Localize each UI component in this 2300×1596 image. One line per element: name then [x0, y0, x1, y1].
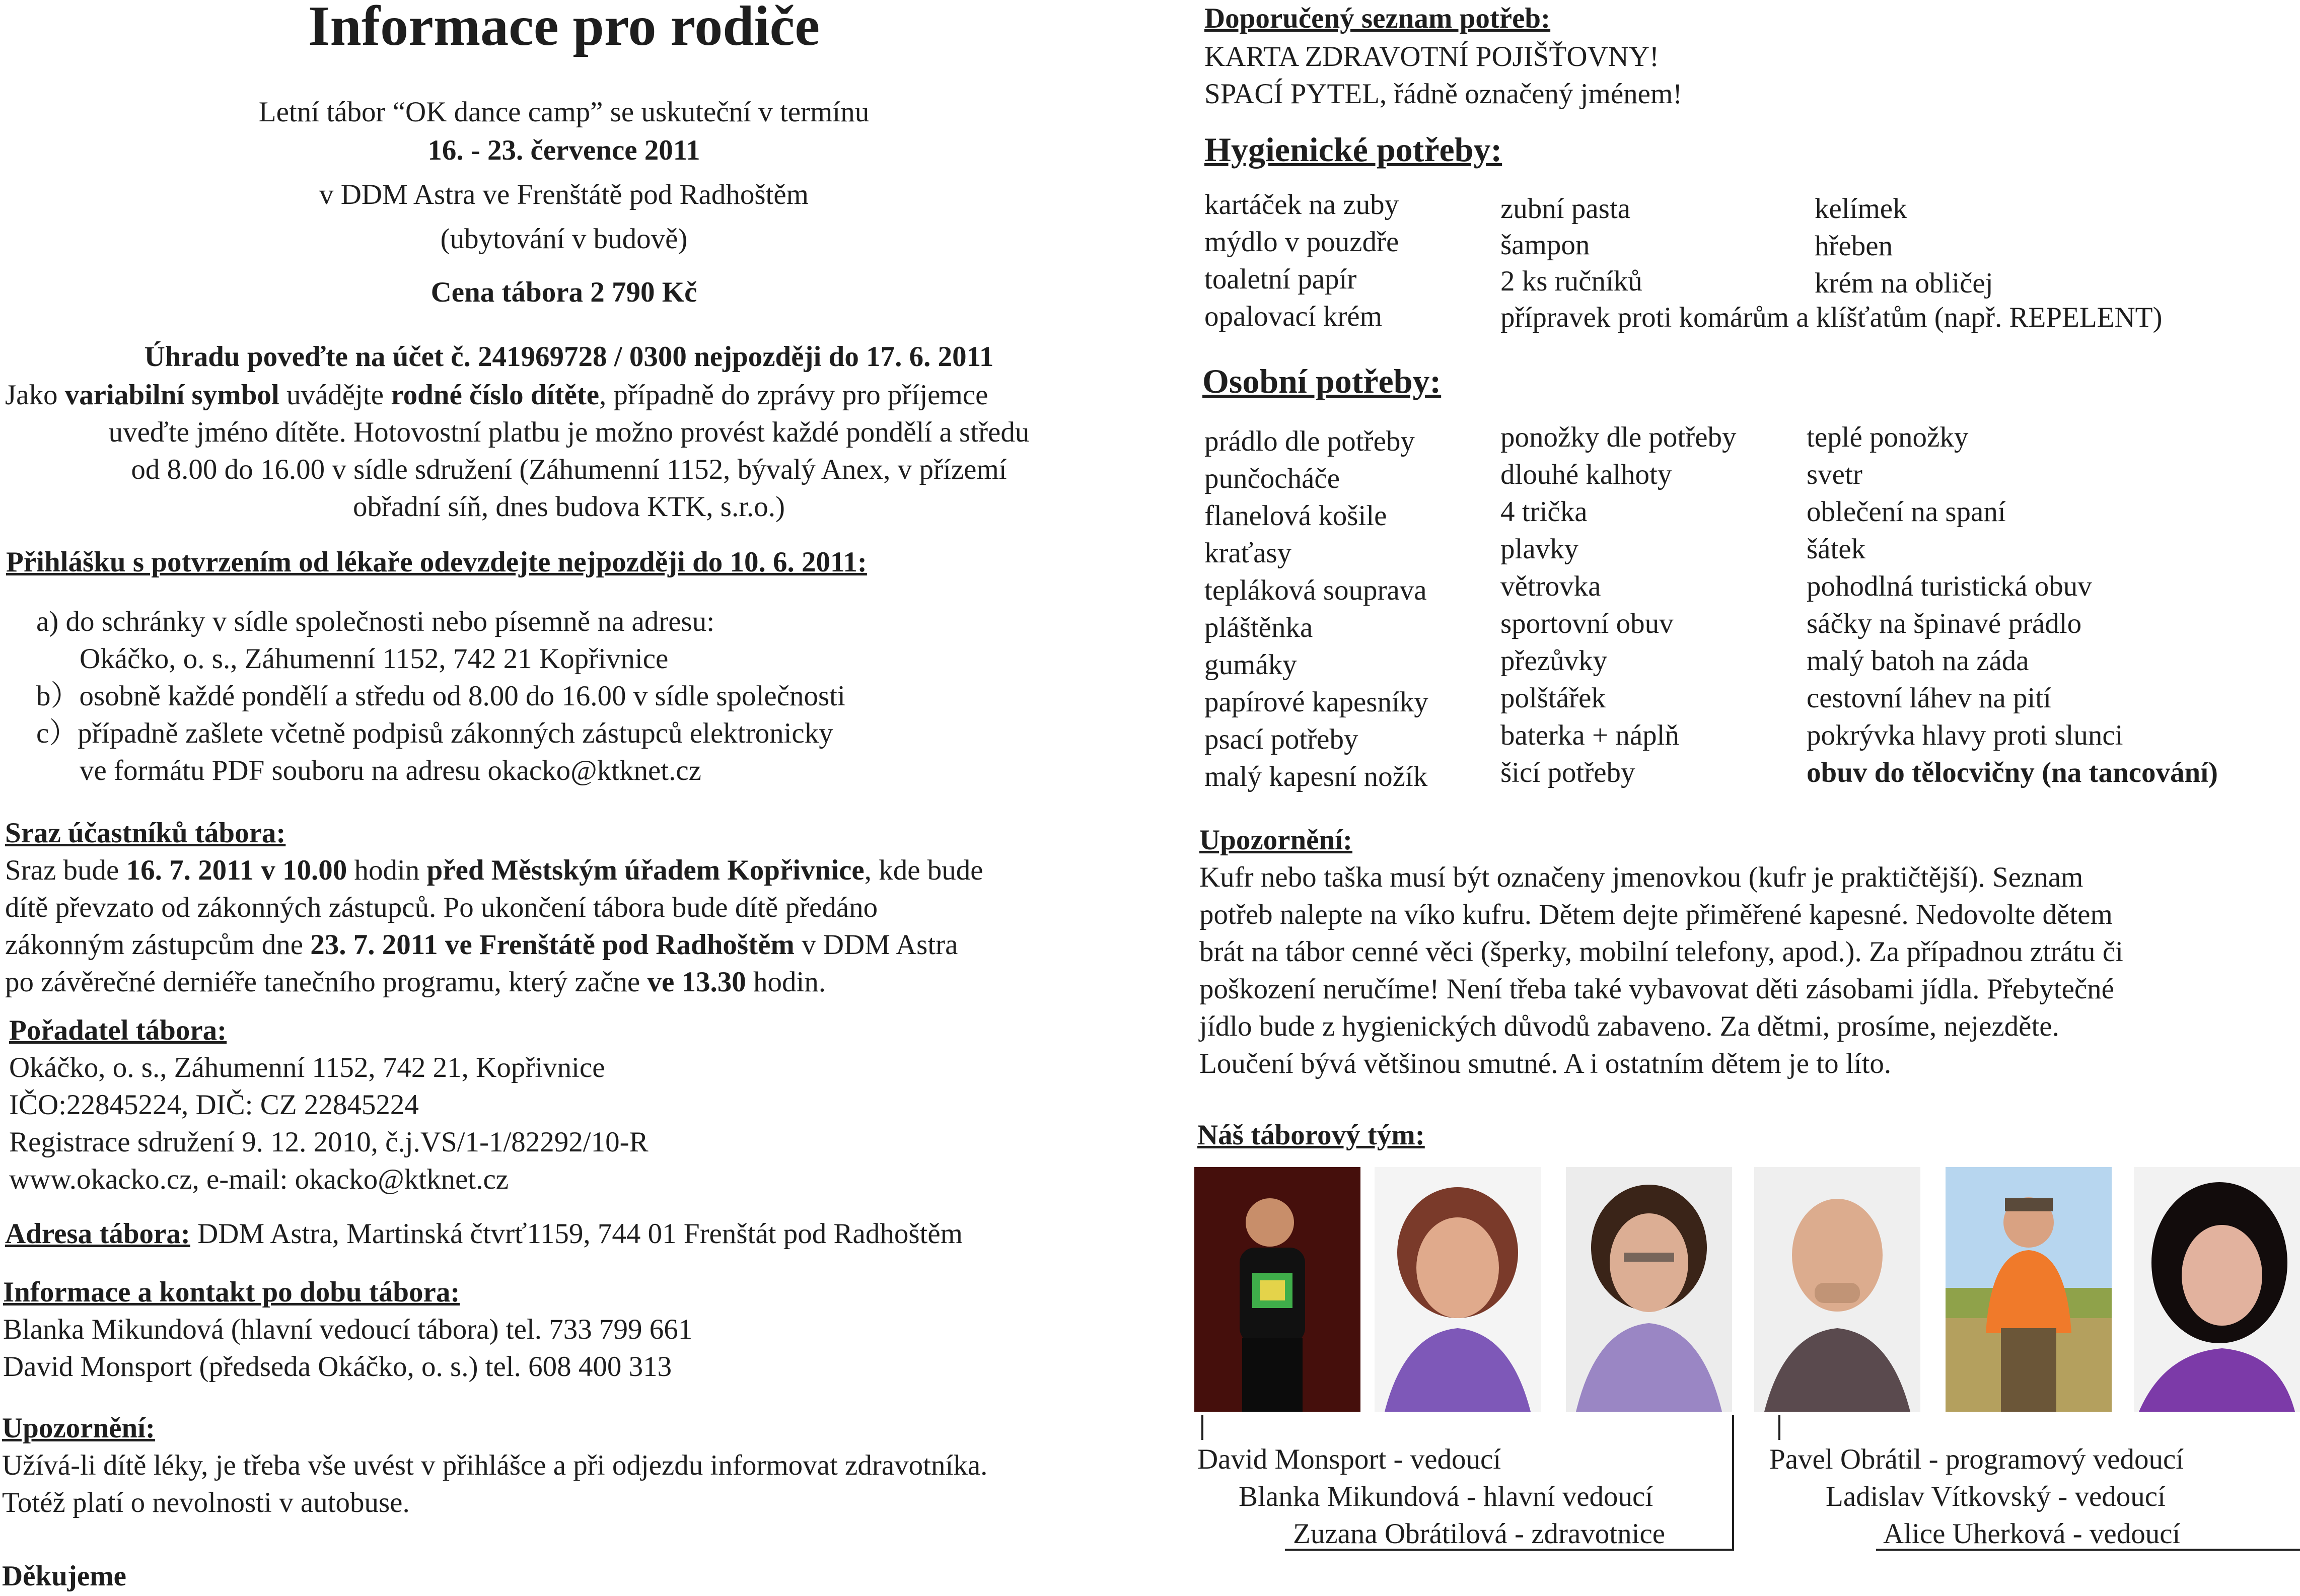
list-item: přezůvky — [1500, 645, 1608, 677]
meeting-text: , kde bude — [864, 854, 983, 886]
payment-line-4: od 8.00 do 16.00 v sídle sdružení (Záhumenní 1152, bývalý Anex, v přízemí — [131, 454, 1007, 485]
team-photo-zuzana — [1566, 1167, 1732, 1412]
payment-line-3: uveďte jméno dítěte. Hotovostní platbu je možno provést každé pondělí a středu — [108, 416, 1030, 448]
list-item: hřeben — [1815, 230, 1893, 262]
meeting-line-1 — [5, 852, 983, 889]
organizer-line-2: IČO:22845224, DIČ: CZ 22845224 — [9, 1089, 419, 1121]
list-item: větrovka — [1500, 570, 1601, 602]
camp-address-text: DDM Astra, Martinská čtvrť1159, 744 01 Frenštát pod Radhoštěm — [190, 1218, 963, 1250]
meeting-place: před Městským úřadem Kopřivnice — [426, 854, 865, 886]
hygiene-list — [1204, 186, 2300, 337]
application-option-b: b）osobně každé pondělí a středu od 8.00 do 16.00 v sídle společnosti — [36, 680, 845, 712]
meeting-text: zákonným zástupcům dne — [5, 929, 311, 961]
list-item: šicí potřeby — [1500, 757, 1635, 788]
list-item: papírové kapesníky — [1204, 686, 1428, 718]
payment-headline: Úhradu poveďte na účet č. 241969728 / 0300 nejpozději do 17. 6. 2011 — [144, 341, 994, 373]
warning-line-1: Užívá-li dítě léky, je třeba vše uvést v přihlášce a při odjezdu informovat zdravotníka. — [2, 1449, 988, 1481]
meeting-line-4 — [5, 964, 826, 1001]
meeting-text: hodin — [347, 854, 427, 886]
list-item: cestovní láhev na pití — [1807, 682, 2051, 714]
list-item: ponožky dle potřeby — [1500, 421, 1737, 453]
list-item: přípravek proti komárům a klíšťatům (např. REPELENT) — [1500, 302, 2163, 333]
meeting-text: Sraz bude — [5, 854, 126, 886]
notice-line: jídlo bude z hygienických důvodů zabaveno. Za dětmi, prosíme, nejezděte. — [1199, 1010, 2059, 1042]
insurance-card-item: KARTA ZDRAVOTNÍ POJIŠŤOVNY! — [1204, 41, 1659, 72]
sleeping-bag-item: SPACÍ PYTEL, řádně označený jménem! — [1204, 78, 1683, 110]
organizer-line-1: Okáčko, o. s., Záhumenní 1152, 742 21, Kopřivnice — [9, 1052, 605, 1083]
variable-symbol-label: variabilní symbol — [64, 379, 279, 411]
personal-heading: Osobní potřeby: — [1202, 362, 1442, 400]
list-item: plavky — [1500, 533, 1579, 565]
notice-heading: Upozornění: — [1199, 824, 1352, 856]
team-photo-pavel — [1754, 1167, 1920, 1412]
team-bracket-left — [1201, 1415, 1203, 1440]
application-address: Okáčko, o. s., Záhumenní 1152, 742 21 Kopřivnice — [80, 643, 669, 675]
return-time: ve 13.30 — [647, 966, 746, 998]
team-heading: Náš táborový tým: — [1197, 1119, 1425, 1151]
page-title: Informace pro rodiče — [308, 0, 820, 57]
application-option-a: a) do schránky v sídle společnosti nebo písemně na adresu: — [36, 606, 715, 637]
thanks-text: Děkujeme — [2, 1560, 126, 1592]
meeting-line-2: dítě převzato od zákonných zástupců. Po ukončení tábora bude dítě předáno — [5, 892, 878, 923]
contact-heading: Informace a kontakt po dobu tábora: — [3, 1276, 460, 1308]
organizer-website-email: www.okacko.cz, e-mail: okacko@ktknet.cz — [9, 1164, 509, 1195]
warning-line-2: Totéž platí o nevolnosti v autobuse. — [2, 1487, 410, 1518]
team-member-alice: Alice Uherková - vedoucí — [1883, 1518, 2181, 1550]
list-item: polštářek — [1500, 682, 1606, 714]
organizer-heading: Pořadatel tábora: — [9, 1014, 227, 1046]
organizer-line-3: Registrace sdružení 9. 12. 2010, č.j.VS/1-1/82292/10-R — [9, 1126, 649, 1158]
list-item: prádlo dle potřeby — [1204, 425, 1415, 457]
camp-address — [5, 1215, 963, 1253]
list-item: gumáky — [1204, 649, 1297, 681]
list-item: kartáček na zuby — [1204, 189, 1399, 221]
return-datetime-place: 23. 7. 2011 ve Frenštátě pod Radhoštěm — [310, 929, 795, 961]
personal-list — [1204, 423, 2300, 801]
list-item: malý kapesní nožík — [1204, 761, 1428, 792]
payment-line-2 — [5, 377, 988, 414]
team-member-ladislav: Ladislav Vítkovský - vedoucí — [1826, 1481, 2166, 1512]
list-item: toaletní papír — [1204, 263, 1357, 295]
contact-line-2: David Monsport (předseda Okáčko, o. s.) tel. 608 400 313 — [3, 1351, 672, 1383]
list-item: pláštěnka — [1204, 612, 1313, 643]
application-heading: Přihlášku s potvrzením od lékaře odevzdejte nejpozději do 10. 6. 2011: — [6, 546, 867, 578]
application-option-c: c）případně zašlete včetně podpisů zákonných zástupců elektronicky — [36, 717, 833, 749]
list-item: flanelová košile — [1204, 500, 1387, 532]
list-item: obuv do tělocvičny (na tancování) — [1807, 757, 2218, 788]
team-member-david: David Monsport - vedoucí — [1197, 1443, 1501, 1475]
payment-text: uvádějte — [279, 379, 391, 411]
list-item: sáčky na špinavé prádlo — [1807, 608, 2082, 639]
list-item: kelímek — [1815, 193, 1907, 225]
hygiene-heading: Hygienické potřeby: — [1204, 130, 1502, 169]
meeting-text: v DDM Astra — [794, 929, 958, 961]
meeting-text: hodin. — [746, 966, 826, 998]
list-item: mýdlo v pouzdře — [1204, 226, 1399, 258]
list-item: oblečení na spaní — [1807, 496, 2006, 528]
meeting-line-3 — [5, 926, 958, 964]
list-item: dlouhé kalhoty — [1500, 459, 1672, 490]
list-item: tepláková souprava — [1204, 574, 1427, 606]
list-item: šampon — [1500, 229, 1590, 261]
list-item: šátek — [1807, 533, 1866, 565]
team-photo-blanka — [1375, 1167, 1541, 1412]
notice-line: potřeb nalepte na víko kufru. Dětem dejte přiměřené kapesné. Nedovolte dětem — [1199, 899, 2113, 930]
contact-line-1: Blanka Mikundová (hlavní vedoucí tábora) tel. 733 799 661 — [3, 1314, 693, 1345]
list-item: baterka + náplň — [1500, 719, 1679, 751]
notice-body — [1199, 859, 2300, 1082]
payment-text: , případně do zprávy pro příjemce — [599, 379, 988, 411]
meeting-text: po závěrečné derniéře tanečního programu, který začne — [5, 966, 648, 998]
camp-place: v DDM Astra ve Frenštátě pod Radhoštěm — [319, 179, 809, 210]
team-member-pavel: Pavel Obrátil - programový vedoucí — [1769, 1443, 2184, 1475]
team-bracket-left-end — [1732, 1415, 1734, 1551]
list-item: svetr — [1807, 459, 1862, 490]
application-email: ve formátu PDF souboru na adresu okacko@ktknet.cz — [80, 755, 701, 786]
warning-heading: Upozornění: — [2, 1412, 155, 1444]
payment-text: Jako — [5, 379, 65, 411]
list-item: opalovací krém — [1204, 301, 1382, 332]
list-item: teplé ponožky — [1807, 421, 1969, 453]
camp-price: Cena tábora 2 790 Kč — [430, 276, 697, 308]
list-item: krém na obličej — [1815, 267, 1993, 299]
list-item: malý batoh na záda — [1807, 645, 2029, 677]
list-item: pokrývka hlavy proti slunci — [1807, 719, 2123, 751]
camp-address-heading: Adresa tábora: — [5, 1218, 190, 1250]
team-member-blanka: Blanka Mikundová - hlavní vedoucí — [1239, 1481, 1654, 1512]
list-item: psací potřeby — [1204, 723, 1358, 755]
list-item: 2 ks ručníků — [1500, 265, 1642, 297]
camp-lodging: (ubytování v budově) — [440, 223, 688, 255]
recommended-heading: Doporučený seznam potřeb: — [1204, 3, 1551, 34]
camp-dates: 16. - 23. července 2011 — [427, 134, 700, 166]
team-photo-david — [1194, 1167, 1360, 1412]
camp-intro: Letní tábor “OK dance camp” se uskuteční v termínu — [258, 96, 870, 128]
list-item: pohodlná turistická obuv — [1807, 570, 2092, 602]
notice-line: Kufr nebo taška musí být označeny jmenovkou (kufr je praktičtější). Seznam — [1199, 861, 2083, 893]
list-item: sportovní obuv — [1500, 608, 1674, 639]
list-item: zubní pasta — [1500, 193, 1631, 225]
notice-line: brát na tábor cenné věci (šperky, mobilní telefony, apod.). Za případnou ztrátu či — [1199, 936, 2123, 968]
notice-line: poškození neručíme! Není třeba také vybavovat děti zásobami jídla. Přebytečné — [1199, 973, 2114, 1005]
list-item: 4 trička — [1500, 496, 1588, 528]
list-item: kraťasy — [1204, 537, 1292, 569]
notice-line: Loučení bývá většinou smutné. A i ostatním dětem je to líto. — [1199, 1048, 1892, 1079]
meeting-datetime: 16. 7. 2011 v 10.00 — [126, 854, 347, 886]
team-bracket-right — [1778, 1415, 1780, 1440]
meeting-heading: Sraz účastníků tábora: — [5, 817, 286, 849]
payment-line-5: obřadní síň, dnes budova KTK, s.r.o.) — [352, 491, 785, 523]
list-item: punčocháče — [1204, 463, 1340, 494]
team-photo-ladislav — [1946, 1167, 2112, 1412]
team-member-zuzana: Zuzana Obrátilová - zdravotnice — [1293, 1518, 1666, 1550]
birth-number-label: rodné číslo dítěte — [391, 379, 600, 411]
team-photo-alice — [2134, 1167, 2300, 1412]
